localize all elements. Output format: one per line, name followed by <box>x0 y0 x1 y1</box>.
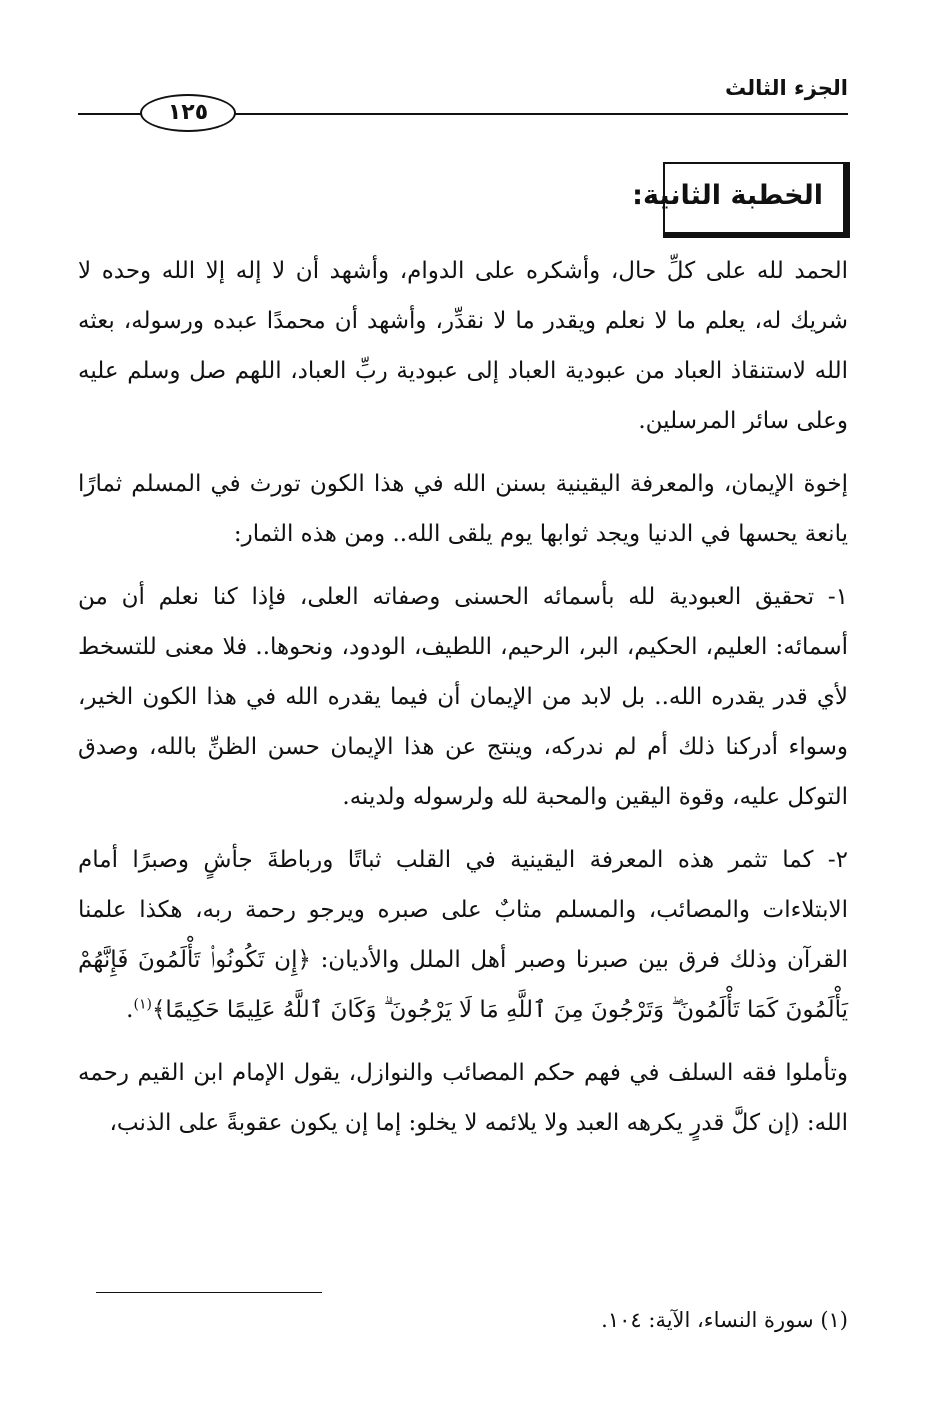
paragraph-2: إخوة الإيمان، والمعرفة اليقينية بسنن الله في هذا الكون تورث في المسلم ثمارًا يانعة يحسها في الدنيا ويجد ثوابها يوم يلقى الله.. ومن هذه الثمار: <box>78 471 848 547</box>
paragraph-3: ١- تحقيق العبودية لله بأسمائه الحسنى وصفاته العلى، فإذا كنا نعلم أن من أسمائه: العليم، الحكيم، البر، الرحيم، اللطيف، الودود، ونحوها.. فلا معنى للتسخط لأي قدر يقدره الله.. بل لابد من الإيمان أن فيما يقدره الله في هذا الكون الخير، وسواء أدركنا ذلك أم لم ندركه، وينتج عن هذا الإيمان حسن الظنِّ بالله، وصدق التوكل عليه، وقوة اليقين والمحبة لله ولرسوله ولدينه. <box>78 584 848 810</box>
body-text <box>78 246 848 1148</box>
paragraph-4 <box>78 835 848 1035</box>
footnote-rule <box>96 1292 322 1293</box>
paragraph-4-end: . <box>126 997 134 1023</box>
section-title-box <box>632 162 850 238</box>
footnote-reference[interactable]: (١) <box>133 996 152 1013</box>
section-title: الخطبة الثانية: <box>632 180 823 211</box>
quran-verse: ﴿إِن تَكُونُوا۟ تَأْلَمُونَ فَإِنَّهُمْ يَأْلَمُونَ كَمَا تَأْلَمُونَ ۖ وَتَرْجُونَ مِنَ ٱللَّهِ مَا لَا يَرْجُونَ ۗ وَكَانَ ٱللَّهُ عَلِيمًا حَكِيمًا﴾ <box>78 947 848 1023</box>
paragraph-1: الحمد لله على كلِّ حال، وأشكره على الدوام، وأشهد أن لا إله إلا الله وحده لا شريك له، يعلم ما لا نعلم ويقدر ما لا نقدِّر، وأشهد أن محمدًا عبده ورسوله، بعثه الله لاستنقاذ العباد من عبودية العباد إلى عبودية ربِّ العباد، اللهم صل وسلم عليه وعلى سائر المرسلين. <box>78 258 848 434</box>
paragraph-5: وتأملوا فقه السلف في فهم حكم المصائب والنوازل، يقول الإمام ابن القيم رحمه الله: (إن كلَّ قدرٍ يكرهه العبد ولا يلائمه لا يخلو: إما إن يكون عقوبةً على الذنب، <box>78 1060 848 1136</box>
footnote: (١) سورة النساء، الآية: ١٠٤. <box>601 1308 848 1332</box>
running-title: الجزء الثالث <box>725 76 848 100</box>
page-header <box>78 72 848 132</box>
paragraph-4-text: ٢- كما تثمر هذه المعرفة اليقينية في القلب ثباتًا ورباطةَ جأشٍ وصبرًا أمام الابتلاءات والمصائب، والمسلم مثابٌ على صبره ويرجو رحمة ربه، هكذا علمنا القرآن وذلك فرق بين صبرنا وصبر أهل الملل والأديان: <box>78 847 849 973</box>
page-number: ١٢٥ <box>140 94 236 132</box>
